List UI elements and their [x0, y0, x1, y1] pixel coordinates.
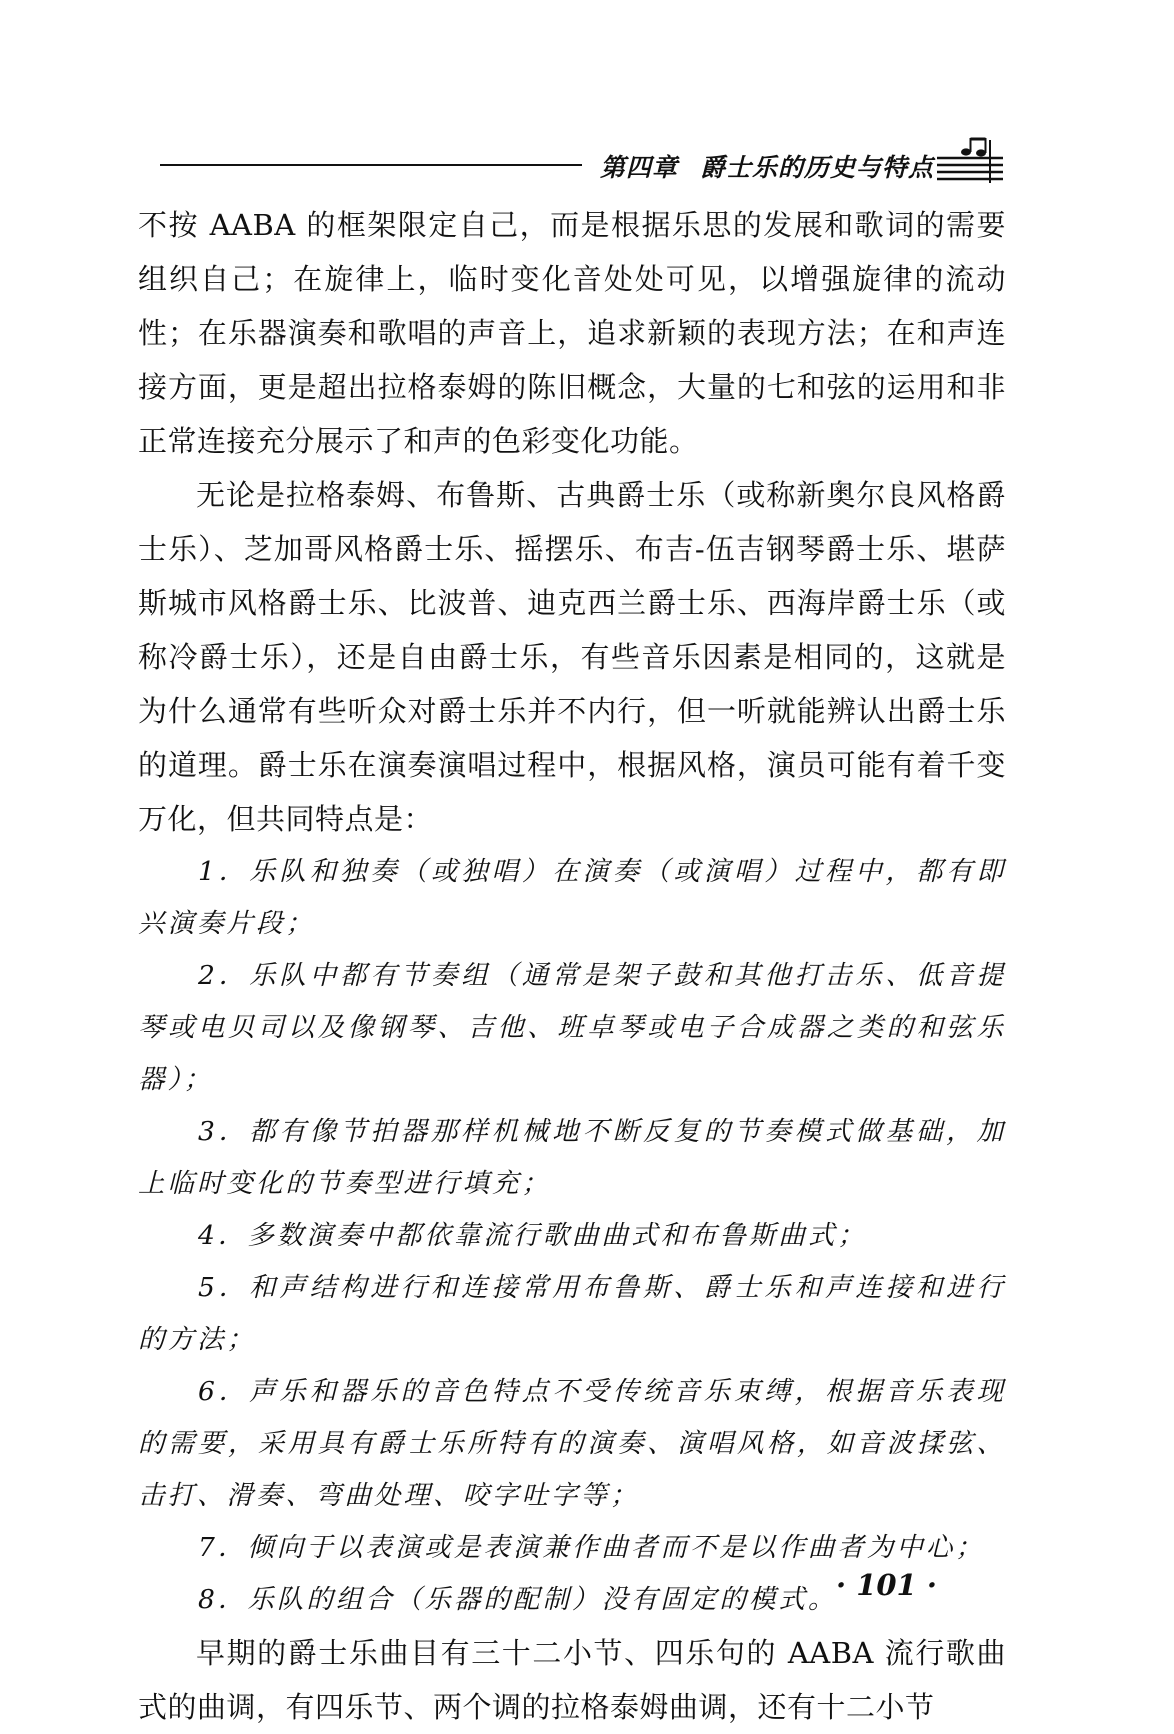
list-item: 7．倾向于以表演或是表演兼作曲者而不是以作曲者为中心； — [198, 1532, 985, 1563]
list-item: 2．乐队中都有节奏组（通常是架子鼓和其他打击乐、低音提琴或电贝司以及像钢琴、吉他、班卓琴或电子合成器之类的和弦乐器）； — [138, 960, 1006, 1095]
list-item: 5．和声结构进行和连接常用布鲁斯、爵士乐和声连接和进行的方法； — [138, 1272, 1006, 1355]
paragraph: 早期的爵士乐曲目有三十二小节、四乐句的 AABA 流行歌曲式的曲调，有四乐节、两个调的拉格泰姆曲调，还有十二小节 — [138, 1636, 1006, 1724]
chapter-number: 第四章 — [600, 153, 679, 182]
list-item: 8．乐队的组合（乐器的配制）没有固定的模式。 — [198, 1584, 838, 1615]
paragraph: 无论是拉格泰姆、布鲁斯、古典爵士乐（或称新奥尔良风格爵士乐）、芝加哥风格爵士乐、摇摆乐、布吉-伍吉钢琴爵士乐、堪萨斯城市风格爵士乐、比波普、迪克西兰爵士乐、西海岸爵士乐（或称冷爵士乐），还是自由爵士乐，有些音乐因素是相同的，这就是为什么通常有些听众对爵士乐并不内行，但一听就能辨认出爵士乐的道理。爵士乐在演奏演唱过程中，根据风格，演员可能有着千变万化，但共同特点是： — [138, 478, 1006, 836]
page-body — [138, 198, 1006, 1734]
page-number: · 101 · — [836, 1568, 937, 1602]
list-item: 4．多数演奏中都依靠流行歌曲曲式和布鲁斯曲式； — [198, 1220, 867, 1251]
list-item: 6．声乐和器乐的音色特点不受传统音乐束缚，根据音乐表现的需要，采用具有爵士乐所特有的演奏、演唱风格，如音波揉弦、击打、滑奏、弯曲处理、咬字吐字等； — [138, 1376, 1006, 1511]
list-item: 3．都有像节拍器那样机械地不断反复的节奏模式做基础，加上临时变化的节奏型进行填充； — [138, 1116, 1006, 1199]
chapter-heading — [600, 148, 934, 184]
paragraph: 不按 AABA 的框架限定自己，而是根据乐思的发展和歌词的需要组织自己；在旋律上，临时变化音处处可见，以增强旋律的流动性；在乐器演奏和歌唱的声音上，追求新颖的表现方法；在和声连接方面，更是超出拉格泰姆的陈旧概念，大量的七和弦的运用和非正常连接充分展示了和声的色彩变化功能。 — [138, 208, 1006, 458]
chapter-title: 爵士乐的历史与特点 — [700, 153, 935, 182]
list-item: 1．乐队和独奏（或独唱）在演奏（或演唱）过程中，都有即兴演奏片段； — [138, 856, 1006, 939]
header-rule — [160, 164, 582, 166]
music-staff-icon — [935, 136, 1005, 184]
running-header — [160, 140, 1010, 190]
